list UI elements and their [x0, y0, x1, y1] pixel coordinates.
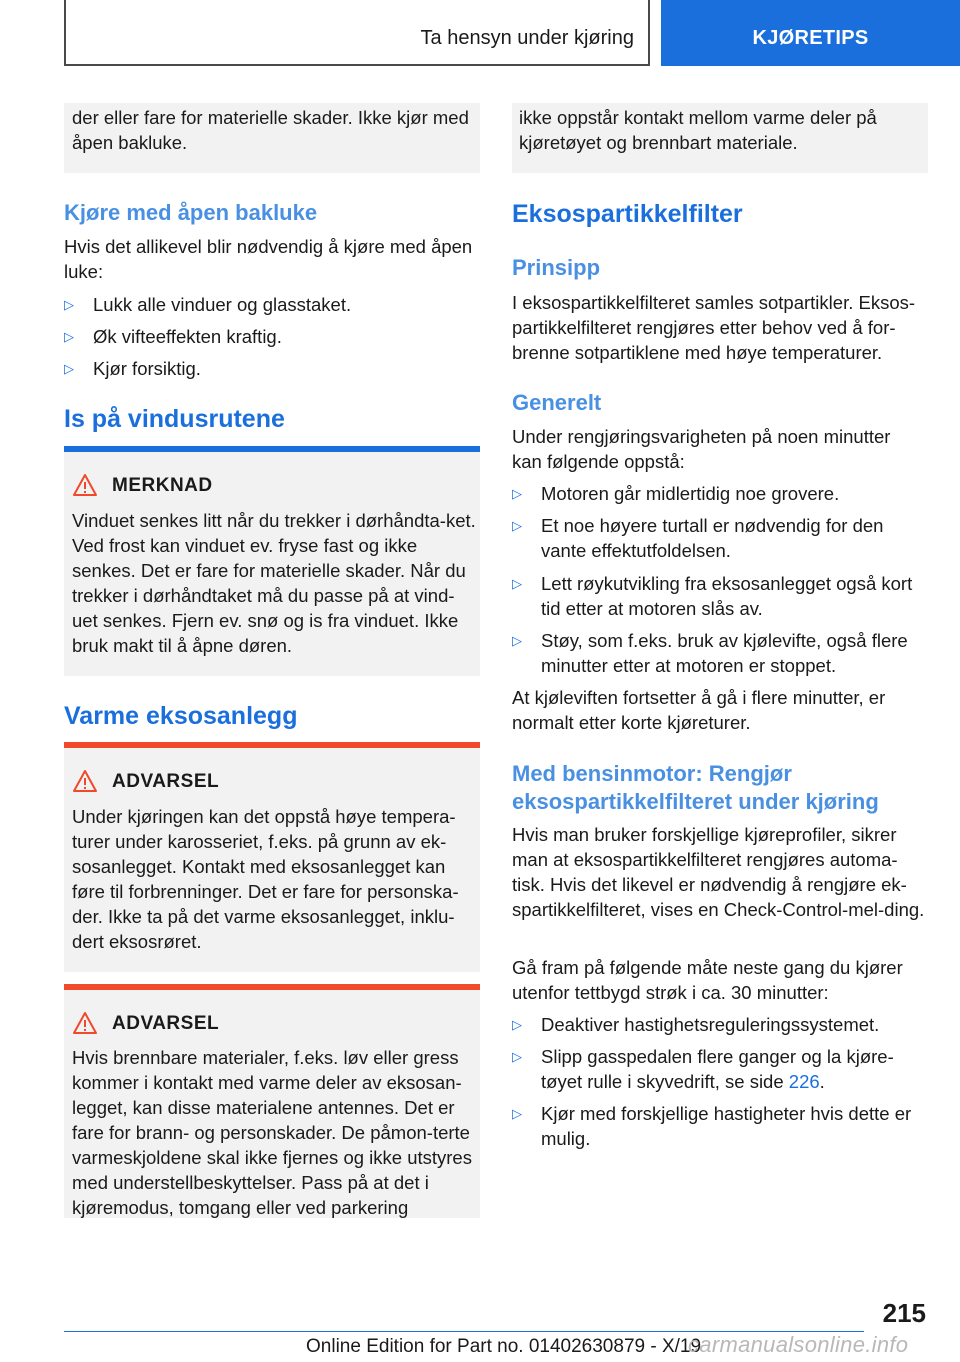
triangle-bullet-icon: ▷: [512, 576, 522, 591]
heading-hot-exhaust: Varme eksosanlegg: [64, 702, 298, 730]
chapter-tab[interactable]: [661, 0, 960, 66]
warning-triangle-icon: [72, 1011, 98, 1035]
paragraph-cooling-fan: At kjøleviften fortsetter å gå i flere minutter, er normalt etter korte kjøreturer.: [512, 687, 886, 733]
warning-text: Under kjøringen kan det oppstå høye tempera-turer under karosseriet, f.eks. på grunn av ek-sosanlegget. Kontakt med eksosanlegget kan føre til forbrenninger. Det er fare for personska-der. Ikke ta på det varme eksosanlegget, inklu-dert eksosrøret.: [72, 806, 459, 952]
intro-text-left: der eller fare for materielle skader. Ikke kjør med åpen bakluke.: [72, 107, 469, 153]
triangle-bullet-icon: ▷: [512, 1049, 522, 1064]
paragraph-open-tailgate: Hvis det allikevel blir nødvendig å kjøre med åpen luke:: [64, 236, 473, 282]
triangle-bullet-icon: ▷: [512, 1017, 522, 1032]
triangle-bullet-icon: ▷: [64, 329, 74, 344]
triangle-bullet-icon: ▷: [512, 1106, 522, 1121]
warning-triangle-icon: [72, 769, 98, 793]
warning-label: ADVARSEL: [112, 1013, 220, 1034]
warning-text: Hvis brennbare materialer, f.eks. løv eller gress kommer i kontakt med varme deler av eksosan-legget, kan disse materialene antennes. Det er fare for brann- og personskader. De påmon-terte varmeskjoldene skal ikke fjernes og ikke utstyres med understellbeskyttelser. Pass på at det i kjøremodus, tomgang eller ved parkering: [72, 1047, 472, 1218]
warning-triangle-icon: [72, 473, 98, 497]
paragraph-general: Under rengjøringsvarigheten på noen minutter kan følgende oppstå:: [512, 426, 891, 472]
heading-petrol-line1: Med bensinmotor: Rengjør: [512, 761, 792, 786]
heading-petrol-cleaning: [512, 760, 932, 816]
page-number: 215: [882, 1298, 926, 1328]
warning-label: ADVARSEL: [112, 771, 220, 792]
heading-principle: Prinsipp: [512, 255, 601, 280]
heading-particulate-filter: Eksospartikkelfilter: [512, 200, 743, 228]
triangle-bullet-icon: ▷: [64, 361, 74, 376]
heading-petrol-line2: eksospartikkelfilteret under kjøring: [512, 789, 879, 814]
intro-text-right: ikke oppstår kontakt mellom varme deler på kjøretøyet og brennbart materiale.: [519, 107, 877, 153]
page-reference-link[interactable]: 226: [788, 1071, 820, 1092]
note-text: Vinduet senkes litt når du trekker i dørhåndta-ket. Ved frost kan vinduet ev. fryse fast og ikke senkes. Det er fare for materielle skader. Når du trekker i dørhåndtaket må du passe på at vind-uet senkes. Fjern ev. snø og is fra vinduet. Ikke bruk makt til å åpne døren.: [72, 510, 476, 656]
chapter-tab-label: KJØRETIPS: [752, 27, 869, 49]
header-section-title: Ta hensyn under kjøring: [420, 27, 634, 49]
paragraph-petrol: Hvis man bruker forskjellige kjøreprofiler, sikrer man at eksospartikkelfilteret rengjøres automa-tisk. Hvis det likevel er nødvendig å rengjøre ek-spartikkelfilteret, vises en Check-Control-mel-ding.: [512, 824, 925, 920]
triangle-bullet-icon: ▷: [64, 297, 74, 312]
watermark: carmanualsonline.info: [688, 1332, 909, 1357]
edition-line: Online Edition for Part no. 01402630879 - X/19: [306, 1336, 702, 1357]
triangle-bullet-icon: ▷: [512, 633, 522, 648]
paragraph-procedure: Gå fram på følgende måte neste gang du kjører utenfor tettbygd strøk i ca. 30 minutter:: [512, 957, 903, 1003]
triangle-bullet-icon: ▷: [512, 518, 522, 533]
paragraph-principle: I eksospartikkelfilteret samles sotpartikler. Eksos-partikkelfilteret rengjøres etter behov ved å for-brenne sotpartiklene med høye temperaturer.: [512, 292, 916, 363]
note-label: MERKNAD: [112, 475, 213, 496]
heading-ice-windows: Is på vindusrutene: [64, 405, 285, 433]
header-section-box: [64, 0, 650, 66]
heading-general: Generelt: [512, 390, 602, 415]
triangle-bullet-icon: ▷: [512, 486, 522, 501]
heading-open-tailgate: Kjøre med åpen bakluke: [64, 200, 318, 225]
